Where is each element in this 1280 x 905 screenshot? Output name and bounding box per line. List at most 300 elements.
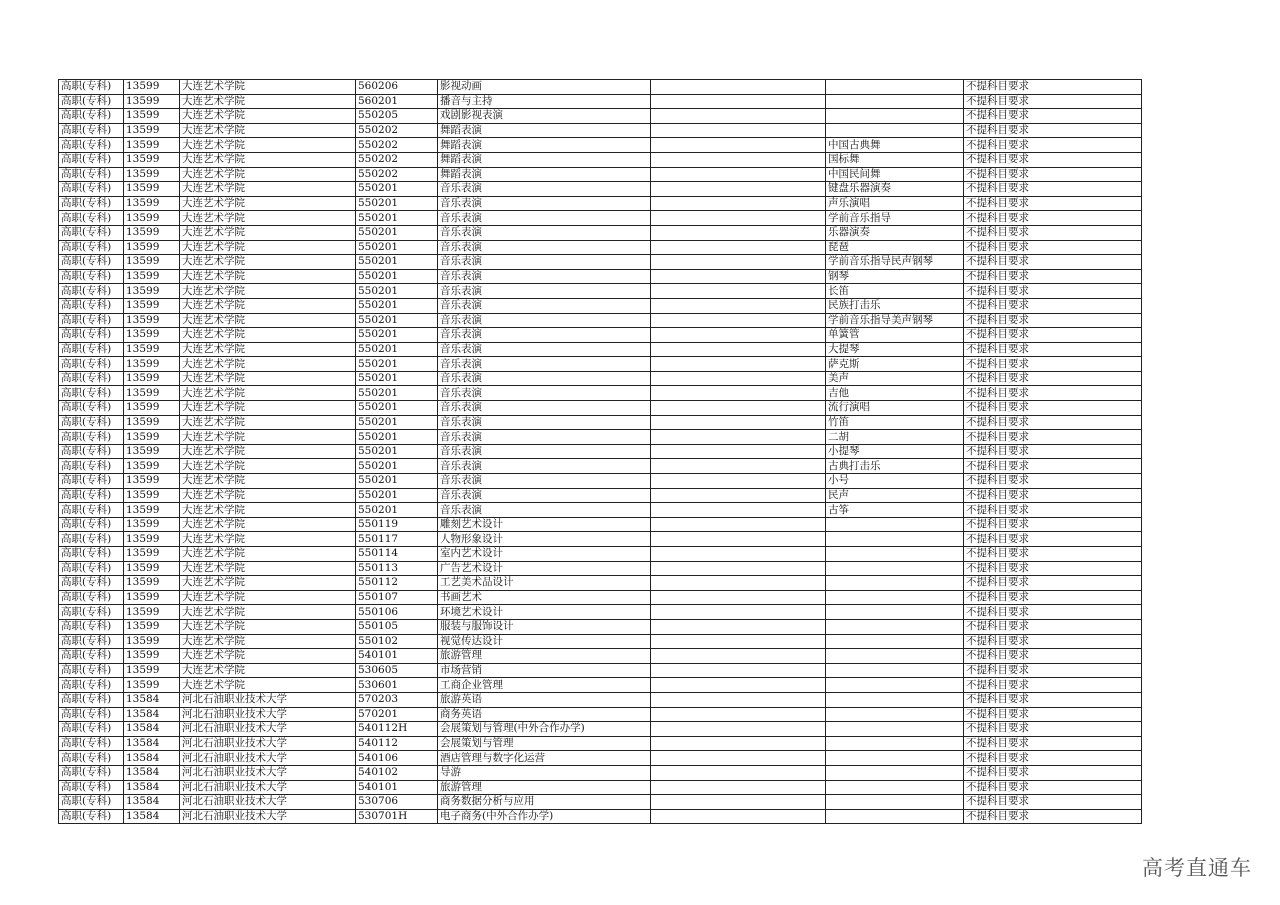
school-code-cell: 13599 [124,109,180,124]
note-cell [651,298,826,313]
requirement-cell: 不提科目要求 [964,619,1142,634]
direction-cell: 小提琴 [826,444,964,459]
school-code-cell: 13599 [124,547,180,562]
school-code-cell: 13599 [124,313,180,328]
school-name-cell: 河北石油职业技术大学 [180,736,356,751]
table-row [59,474,1142,489]
major-code-cell: 550119 [356,517,438,532]
level-cell: 高职(专科) [59,795,124,810]
table-row [59,401,1142,416]
major-name-cell: 影视动画 [438,80,651,95]
school-code-cell: 13599 [124,138,180,153]
major-name-cell: 人物形象设计 [438,532,651,547]
table-row [59,240,1142,255]
level-cell: 高职(专科) [59,182,124,197]
note-cell [651,736,826,751]
level-cell: 高职(专科) [59,298,124,313]
note-cell [651,342,826,357]
school-code-cell: 13599 [124,196,180,211]
requirement-cell: 不提科目要求 [964,80,1142,95]
table-row [59,123,1142,138]
direction-cell [826,736,964,751]
school-code-cell: 13599 [124,444,180,459]
requirement-cell: 不提科目要求 [964,649,1142,664]
level-cell: 高职(专科) [59,255,124,270]
school-code-cell: 13599 [124,371,180,386]
requirement-cell: 不提科目要求 [964,663,1142,678]
major-name-cell: 音乐表演 [438,444,651,459]
direction-cell [826,795,964,810]
requirement-cell: 不提科目要求 [964,269,1142,284]
level-cell: 高职(专科) [59,401,124,416]
major-name-cell: 音乐表演 [438,284,651,299]
major-name-cell: 会展策划与管理 [438,736,651,751]
major-code-cell: 540101 [356,780,438,795]
requirement-cell: 不提科目要求 [964,255,1142,270]
major-name-cell: 音乐表演 [438,255,651,270]
direction-cell [826,751,964,766]
requirement-cell: 不提科目要求 [964,692,1142,707]
major-name-cell: 雕刻艺术设计 [438,517,651,532]
table-row [59,634,1142,649]
table-row [59,649,1142,664]
direction-cell [826,576,964,591]
school-name-cell: 河北石油职业技术大学 [180,765,356,780]
school-name-cell: 河北石油职业技术大学 [180,795,356,810]
direction-cell: 单簧管 [826,328,964,343]
major-name-cell: 酒店管理与数字化运营 [438,751,651,766]
level-cell: 高职(专科) [59,152,124,167]
direction-cell: 竹笛 [826,415,964,430]
school-code-cell: 13599 [124,663,180,678]
direction-cell: 古筝 [826,503,964,518]
school-name-cell: 大连艺术学院 [180,678,356,693]
school-name-cell: 河北石油职业技术大学 [180,692,356,707]
direction-cell [826,809,964,824]
major-name-cell: 音乐表演 [438,240,651,255]
direction-cell [826,619,964,634]
direction-cell: 国标舞 [826,152,964,167]
school-code-cell: 13599 [124,678,180,693]
level-cell: 高职(专科) [59,80,124,95]
table-row [59,138,1142,153]
level-cell: 高职(专科) [59,809,124,824]
requirement-cell: 不提科目要求 [964,590,1142,605]
level-cell: 高职(专科) [59,459,124,474]
note-cell [651,444,826,459]
school-name-cell: 大连艺术学院 [180,357,356,372]
major-name-cell: 舞蹈表演 [438,138,651,153]
requirement-cell: 不提科目要求 [964,605,1142,620]
major-code-cell: 560206 [356,80,438,95]
direction-cell: 中国民间舞 [826,167,964,182]
requirement-cell: 不提科目要求 [964,765,1142,780]
major-name-cell: 舞蹈表演 [438,152,651,167]
major-name-cell: 室内艺术设计 [438,547,651,562]
major-name-cell: 音乐表演 [438,225,651,240]
school-code-cell: 13599 [124,152,180,167]
note-cell [651,547,826,562]
major-code-cell: 570201 [356,707,438,722]
school-code-cell: 13599 [124,605,180,620]
table-row [59,765,1142,780]
major-code-cell: 550205 [356,109,438,124]
major-code-cell: 550201 [356,211,438,226]
school-name-cell: 大连艺术学院 [180,94,356,109]
note-cell [651,123,826,138]
school-name-cell: 大连艺术学院 [180,444,356,459]
direction-cell: 美声 [826,371,964,386]
note-cell [651,196,826,211]
school-code-cell: 13599 [124,342,180,357]
school-code-cell: 13599 [124,590,180,605]
major-code-cell: 550102 [356,634,438,649]
note-cell [651,722,826,737]
table-row [59,269,1142,284]
major-name-cell: 商务英语 [438,707,651,722]
requirement-cell: 不提科目要求 [964,401,1142,416]
direction-cell [826,722,964,737]
requirement-cell: 不提科目要求 [964,415,1142,430]
note-cell [651,80,826,95]
level-cell: 高职(专科) [59,532,124,547]
school-code-cell: 13584 [124,751,180,766]
school-name-cell: 大连艺术学院 [180,547,356,562]
school-code-cell: 13599 [124,255,180,270]
note-cell [651,211,826,226]
major-name-cell: 音乐表演 [438,371,651,386]
direction-cell [826,663,964,678]
school-name-cell: 大连艺术学院 [180,619,356,634]
major-name-cell: 工艺美术品设计 [438,576,651,591]
major-code-cell: 550201 [356,459,438,474]
requirement-cell: 不提科目要求 [964,386,1142,401]
requirement-cell: 不提科目要求 [964,123,1142,138]
direction-cell: 学前音乐指导美声钢琴 [826,313,964,328]
major-name-cell: 商务数据分析与应用 [438,795,651,810]
requirement-cell: 不提科目要求 [964,109,1142,124]
direction-cell [826,123,964,138]
note-cell [651,488,826,503]
requirement-cell: 不提科目要求 [964,313,1142,328]
direction-cell [826,109,964,124]
level-cell: 高职(专科) [59,225,124,240]
school-code-cell: 13599 [124,415,180,430]
major-code-cell: 540101 [356,649,438,664]
major-code-cell: 530701H [356,809,438,824]
school-name-cell: 大连艺术学院 [180,386,356,401]
level-cell: 高职(专科) [59,123,124,138]
level-cell: 高职(专科) [59,707,124,722]
level-cell: 高职(专科) [59,722,124,737]
major-code-cell: 550201 [356,357,438,372]
note-cell [651,386,826,401]
table-row [59,561,1142,576]
level-cell: 高职(专科) [59,736,124,751]
major-name-cell: 电子商务(中外合作办学) [438,809,651,824]
table-row [59,692,1142,707]
note-cell [651,517,826,532]
school-code-cell: 13599 [124,634,180,649]
major-code-cell: 550107 [356,590,438,605]
level-cell: 高职(专科) [59,649,124,664]
requirement-cell: 不提科目要求 [964,342,1142,357]
major-code-cell: 540112 [356,736,438,751]
school-code-cell: 13599 [124,284,180,299]
major-code-cell: 550201 [356,342,438,357]
requirement-cell: 不提科目要求 [964,444,1142,459]
major-code-cell: 550202 [356,123,438,138]
table-row [59,152,1142,167]
requirement-cell: 不提科目要求 [964,94,1142,109]
requirement-cell: 不提科目要求 [964,795,1142,810]
major-code-cell: 550201 [356,386,438,401]
table-row [59,459,1142,474]
level-cell: 高职(专科) [59,619,124,634]
table-row [59,780,1142,795]
admission-table [58,79,1142,824]
table-row [59,94,1142,109]
direction-cell [826,692,964,707]
level-cell: 高职(专科) [59,138,124,153]
school-name-cell: 大连艺术学院 [180,663,356,678]
table-row [59,590,1142,605]
level-cell: 高职(专科) [59,751,124,766]
direction-cell: 长笛 [826,284,964,299]
major-code-cell: 550105 [356,619,438,634]
major-name-cell: 旅游管理 [438,780,651,795]
note-cell [651,795,826,810]
requirement-cell: 不提科目要求 [964,809,1142,824]
requirement-cell: 不提科目要求 [964,182,1142,197]
table-row [59,225,1142,240]
note-cell [651,225,826,240]
school-name-cell: 大连艺术学院 [180,328,356,343]
school-code-cell: 13599 [124,517,180,532]
level-cell: 高职(专科) [59,590,124,605]
direction-cell [826,765,964,780]
major-name-cell: 音乐表演 [438,328,651,343]
major-name-cell: 旅游管理 [438,649,651,664]
table-row [59,196,1142,211]
note-cell [651,474,826,489]
requirement-cell: 不提科目要求 [964,547,1142,562]
note-cell [651,94,826,109]
school-name-cell: 大连艺术学院 [180,342,356,357]
major-name-cell: 音乐表演 [438,342,651,357]
note-cell [651,152,826,167]
requirement-cell: 不提科目要求 [964,357,1142,372]
requirement-cell: 不提科目要求 [964,517,1142,532]
major-code-cell: 550201 [356,313,438,328]
school-name-cell: 大连艺术学院 [180,80,356,95]
direction-cell [826,634,964,649]
direction-cell: 中国古典舞 [826,138,964,153]
note-cell [651,269,826,284]
major-code-cell: 530605 [356,663,438,678]
table-row [59,182,1142,197]
school-code-cell: 13599 [124,240,180,255]
major-code-cell: 550201 [356,225,438,240]
school-code-cell: 13599 [124,357,180,372]
table-row [59,371,1142,386]
table-row [59,415,1142,430]
major-name-cell: 服装与服饰设计 [438,619,651,634]
table-row [59,707,1142,722]
note-cell [651,605,826,620]
table-row [59,444,1142,459]
school-name-cell: 大连艺术学院 [180,284,356,299]
school-code-cell: 13599 [124,561,180,576]
school-name-cell: 大连艺术学院 [180,109,356,124]
direction-cell: 民族打击乐 [826,298,964,313]
note-cell [651,692,826,707]
table-row [59,503,1142,518]
major-name-cell: 音乐表演 [438,488,651,503]
major-name-cell: 工商企业管理 [438,678,651,693]
requirement-cell: 不提科目要求 [964,488,1142,503]
level-cell: 高职(专科) [59,357,124,372]
note-cell [651,634,826,649]
note-cell [651,751,826,766]
direction-cell [826,94,964,109]
direction-cell [826,780,964,795]
direction-cell: 钢琴 [826,269,964,284]
note-cell [651,415,826,430]
direction-cell: 学前音乐指导 [826,211,964,226]
table-row [59,488,1142,503]
school-name-cell: 大连艺术学院 [180,371,356,386]
level-cell: 高职(专科) [59,269,124,284]
table-row [59,751,1142,766]
requirement-cell: 不提科目要求 [964,196,1142,211]
direction-cell: 琵琶 [826,240,964,255]
major-name-cell: 音乐表演 [438,386,651,401]
school-code-cell: 13599 [124,123,180,138]
school-name-cell: 大连艺术学院 [180,634,356,649]
note-cell [651,371,826,386]
requirement-cell: 不提科目要求 [964,430,1142,445]
major-name-cell: 会展策划与管理(中外合作办学) [438,722,651,737]
table-row [59,619,1142,634]
direction-cell: 吉他 [826,386,964,401]
school-name-cell: 河北石油职业技术大学 [180,707,356,722]
school-code-cell: 13584 [124,780,180,795]
school-name-cell: 大连艺术学院 [180,576,356,591]
school-name-cell: 大连艺术学院 [180,605,356,620]
level-cell: 高职(专科) [59,576,124,591]
major-code-cell: 550201 [356,401,438,416]
major-name-cell: 舞蹈表演 [438,123,651,138]
major-code-cell: 550202 [356,167,438,182]
school-code-cell: 13599 [124,182,180,197]
table-row [59,678,1142,693]
requirement-cell: 不提科目要求 [964,240,1142,255]
requirement-cell: 不提科目要求 [964,576,1142,591]
major-name-cell: 音乐表演 [438,357,651,372]
school-name-cell: 大连艺术学院 [180,517,356,532]
table-row [59,386,1142,401]
level-cell: 高职(专科) [59,663,124,678]
major-code-cell: 560201 [356,94,438,109]
note-cell [651,561,826,576]
school-code-cell: 13599 [124,459,180,474]
school-name-cell: 大连艺术学院 [180,225,356,240]
major-code-cell: 550202 [356,152,438,167]
level-cell: 高职(专科) [59,284,124,299]
major-code-cell: 550201 [356,269,438,284]
major-code-cell: 530706 [356,795,438,810]
school-code-cell: 13584 [124,765,180,780]
note-cell [651,284,826,299]
level-cell: 高职(专科) [59,561,124,576]
major-code-cell: 540106 [356,751,438,766]
note-cell [651,167,826,182]
level-cell: 高职(专科) [59,167,124,182]
note-cell [651,313,826,328]
major-code-cell: 550201 [356,488,438,503]
major-name-cell: 广告艺术设计 [438,561,651,576]
note-cell [651,109,826,124]
table-row [59,722,1142,737]
major-name-cell: 音乐表演 [438,211,651,226]
note-cell [651,590,826,605]
school-code-cell: 13584 [124,795,180,810]
school-name-cell: 大连艺术学院 [180,138,356,153]
table-row [59,576,1142,591]
school-name-cell: 大连艺术学院 [180,590,356,605]
table-row [59,342,1142,357]
note-cell [651,255,826,270]
major-code-cell: 570203 [356,692,438,707]
direction-cell: 乐器演奏 [826,225,964,240]
major-name-cell: 市场营销 [438,663,651,678]
school-name-cell: 大连艺术学院 [180,474,356,489]
school-code-cell: 13599 [124,328,180,343]
school-code-cell: 13584 [124,809,180,824]
school-name-cell: 大连艺术学院 [180,459,356,474]
school-name-cell: 大连艺术学院 [180,269,356,284]
direction-cell: 二胡 [826,430,964,445]
major-name-cell: 音乐表演 [438,182,651,197]
table-row [59,547,1142,562]
note-cell [651,707,826,722]
requirement-cell: 不提科目要求 [964,722,1142,737]
school-name-cell: 大连艺术学院 [180,430,356,445]
direction-cell: 声乐演唱 [826,196,964,211]
major-name-cell: 音乐表演 [438,474,651,489]
requirement-cell: 不提科目要求 [964,152,1142,167]
level-cell: 高职(专科) [59,780,124,795]
requirement-cell: 不提科目要求 [964,561,1142,576]
school-code-cell: 13599 [124,488,180,503]
direction-cell [826,547,964,562]
major-name-cell: 书画艺术 [438,590,651,605]
level-cell: 高职(专科) [59,328,124,343]
level-cell: 高职(专科) [59,503,124,518]
school-name-cell: 大连艺术学院 [180,561,356,576]
school-code-cell: 13584 [124,692,180,707]
major-name-cell: 音乐表演 [438,269,651,284]
school-code-cell: 13599 [124,401,180,416]
major-code-cell: 550201 [356,182,438,197]
requirement-cell: 不提科目要求 [964,780,1142,795]
major-code-cell: 550201 [356,298,438,313]
note-cell [651,138,826,153]
direction-cell: 小号 [826,474,964,489]
major-name-cell: 音乐表演 [438,430,651,445]
school-code-cell: 13599 [124,94,180,109]
